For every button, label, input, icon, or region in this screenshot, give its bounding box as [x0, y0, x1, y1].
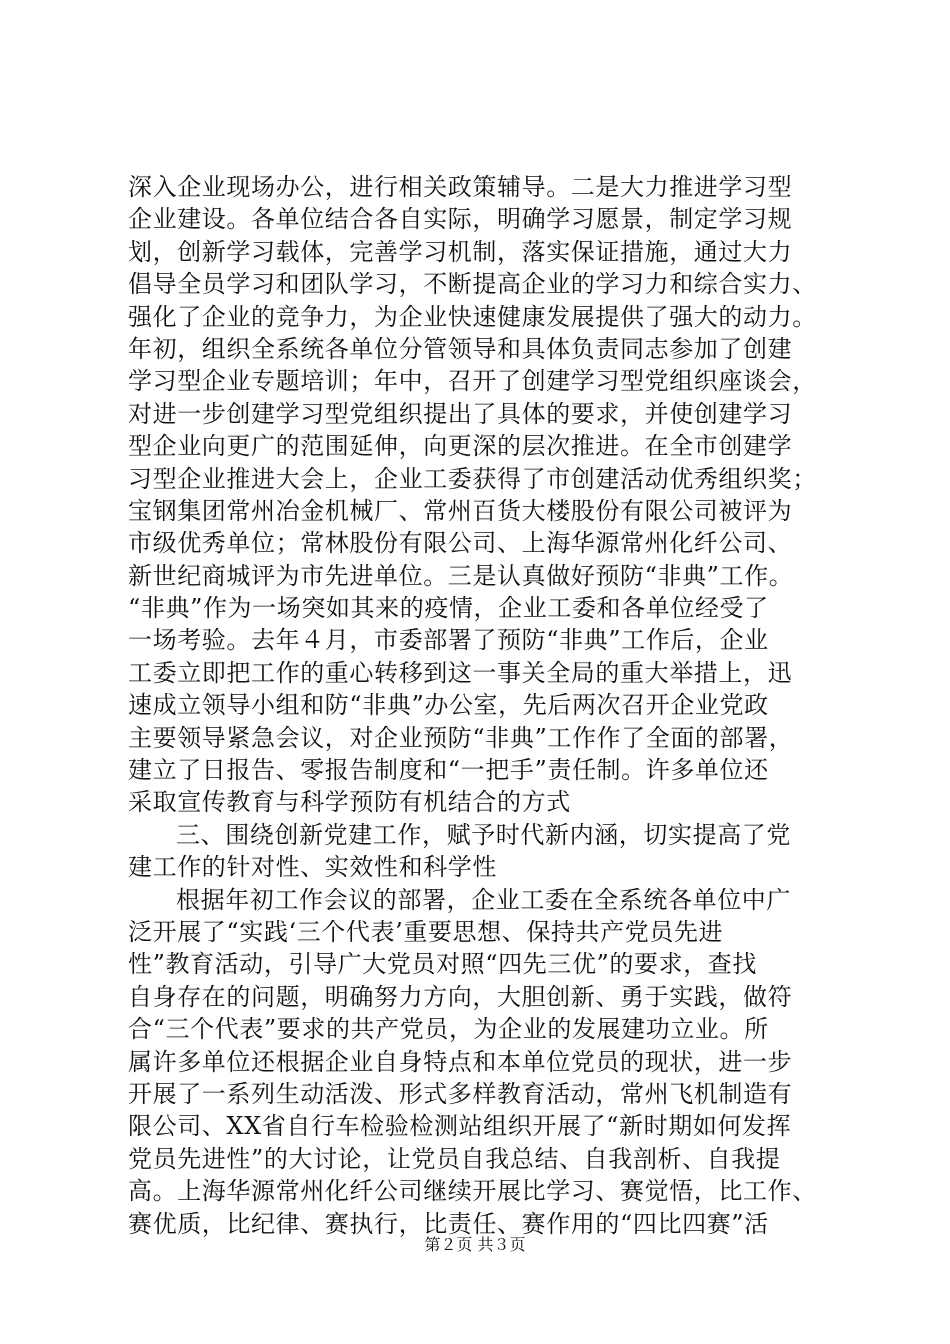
text-line: 习型企业推进大会上，企业工委获得了市创建活动优秀组织奖；	[128, 464, 817, 493]
text-line: 采取宣传教育与科学预防有机结合的方式	[128, 788, 571, 817]
text-line: 限公司、XX省自行车检验检测站组织开展了“新时期如何发挥	[128, 1112, 792, 1141]
text-line: 主要领导紧急会议，对企业预防“非典”工作作了全面的部署，	[128, 723, 794, 752]
text-line: 对进一步创建学习型党组织提出了具体的要求，并使创建学习	[128, 399, 793, 428]
text-line: 深入企业现场办公，进行相关政策辅导。二是大力推进学习型	[128, 173, 793, 201]
page-footer: 第２页 共３页	[424, 1235, 526, 1254]
text-line: 党员先进性”的大讨论，让党员自我总结、自我剖析、自我提	[128, 1144, 781, 1173]
text-line: 强化了企业的竞争力，为企业快速健康发展提供了强大的动力。	[128, 302, 817, 331]
text-line: 属许多单位还根据企业自身特点和本单位党员的现状，进一步	[128, 1047, 793, 1076]
text-line: 年初，组织全系统各单位分管领导和具体负责同志参加了创建	[128, 334, 793, 363]
text-line: 性”教育活动，引导广大党员对照“四先三优”的要求，查找	[128, 950, 758, 979]
text-line: 合“三个代表”要求的共产党员，为企业的发展建功立业。所	[128, 1015, 769, 1044]
text-line: 型企业向更广的范围延伸，向更深的层次推进。在全市创建学	[128, 432, 793, 461]
text-line: 速成立领导小组和防“非典”办公室，先后两次召开企业党政	[128, 691, 769, 720]
text-line: 泛开展了“实践‘三个代表’重要思想、保持共产党员先进	[128, 917, 724, 946]
document-body	[128, 171, 848, 1240]
text-line: 开展了一系列生动活泼、形式多样教育活动，常州飞机制造有	[128, 1079, 793, 1108]
text-line: 高。上海华源常州化纤公司继续开展比学习、赛觉悟，比工作、	[128, 1177, 817, 1206]
text-line: 新世纪商城评为市先进单位。三是认真做好预防“非典”工作。	[128, 561, 794, 590]
text-line: 宝钢集团常州冶金机械厂、常州百货大楼股份有限公司被评为	[128, 496, 793, 525]
text-line: 自身存在的问题，明确努力方向，大胆创新、勇于实践，做符	[128, 982, 793, 1011]
text-line: 工委立即把工作的重心转移到这一事关全局的重大举措上，迅	[128, 658, 793, 687]
text-line: “非典”作为一场突如其来的疫情，企业工委和各单位经受了	[128, 594, 769, 623]
section-heading-line: 建工作的针对性、实效性和科学性	[128, 853, 497, 882]
text-line: 赛优质，比纪律、赛执行，比责任、赛作用的“四比四赛”活	[128, 1209, 769, 1238]
text-line: 根据年初工作会议的部署，企业工委在全系统各单位中广	[176, 885, 791, 914]
text-line: 倡导全员学习和团队学习，不断提高企业的学习力和综合实力、	[128, 270, 817, 299]
text-line: 市级优秀单位；常林股份有限公司、上海华源常州化纤公司、	[128, 529, 793, 558]
text-line: 学习型企业专题培训；年中，召开了创建学习型党组织座谈会，	[128, 367, 817, 396]
section-heading-line: 三、围绕创新党建工作，赋予时代新内涵，切实提高了党	[176, 820, 791, 849]
text-line: 划，创新学习载体，完善学习机制，落实保证措施，通过大力	[128, 237, 793, 266]
text-line: 一场考验。去年４月，市委部署了预防“非典”工作后，企业	[128, 626, 769, 655]
text-line: 建立了日报告、零报告制度和“一把手”责任制。许多单位还	[128, 756, 769, 785]
text-line: 企业建设。各单位结合各自实际，明确学习愿景，制定学习规	[128, 205, 793, 234]
